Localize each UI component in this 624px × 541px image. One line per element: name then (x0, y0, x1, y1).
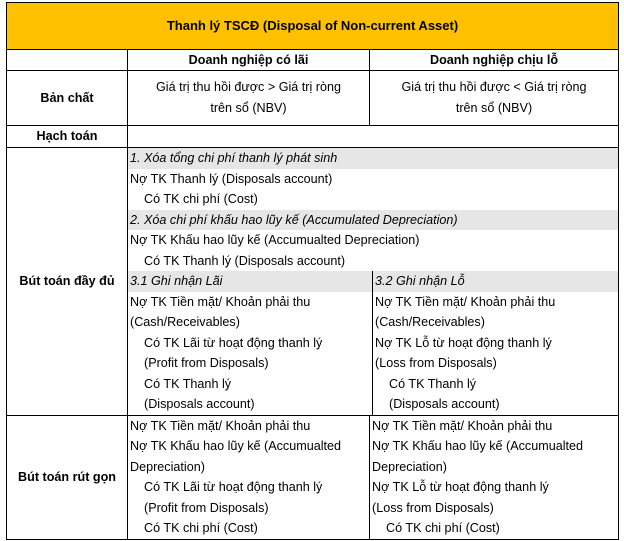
row-label-short-entries: Bút toán rút gọn (7, 415, 128, 539)
step1-line-1: Nợ TK Thanh lý (Disposals account) (130, 171, 333, 186)
nature-profit-cell (128, 71, 370, 126)
short-profit-line: Có TK chi phí (Cost) (144, 521, 258, 535)
gain-line: (Cash/Receivables) (130, 315, 240, 329)
nature-loss-cell (370, 71, 619, 126)
row-label-full-entries: Bút toán đầy đủ (7, 148, 128, 416)
gain-line: Nợ TK Tiền mặt/ Khoản phải thu (130, 294, 311, 309)
gain-column (128, 271, 373, 415)
short-profit-cell (128, 415, 370, 539)
row-label-accounting: Hạch toán (7, 126, 128, 148)
loss-line: Có TK Thanh lý (389, 376, 477, 391)
loss-line: Nợ TK Tiền mặt/ Khoản phải thu (375, 294, 556, 309)
short-loss-line: Depreciation) (372, 459, 447, 474)
column-header-loss: Doanh nghiệp chịu lỗ (370, 50, 619, 71)
short-loss-line: Nợ TK Tiền mặt/ Khoản phải thu (372, 418, 553, 433)
short-loss-line: Nợ TK Lỗ từ hoạt động thanh lý (372, 480, 549, 494)
loss-line: (Cash/Receivables) (375, 315, 485, 329)
table-title: Thanh lý TSCĐ (Disposal of Non-current Asset) (7, 3, 619, 50)
nature-loss-line-2: trên sổ (NBV) (455, 101, 533, 115)
accounting-empty-cell (128, 126, 619, 148)
short-loss-cell (370, 415, 619, 539)
loss-line: (Disposals account) (389, 397, 500, 411)
gain-line: (Disposals account) (144, 397, 255, 411)
step1-heading: 1. Xóa tổng chi phí thanh lý phát sinh (128, 148, 618, 169)
column-header-profit: Doanh nghiệp có lãi (128, 50, 370, 71)
row-label-nature: Bản chất (7, 71, 128, 126)
short-loss-line: Nợ TK Khấu hao lũy kế (Accumualted (372, 439, 584, 453)
loss-line: Nợ TK Lỗ từ hoạt động thanh lý (375, 335, 552, 350)
short-profit-line: Có TK Lãi từ hoạt động thanh lý (144, 480, 323, 494)
gain-line: (Profit from Disposals) (144, 356, 269, 370)
short-loss-line: Có TK chi phí (Cost) (386, 521, 500, 535)
nature-loss-line-1: Giá trị thu hồi được < Giá trị ròng (401, 80, 587, 94)
short-loss-line: (Loss from Disposals) (372, 500, 494, 515)
step3-split (128, 271, 618, 415)
gain-heading: 3.1 Ghi nhận Lãi (128, 271, 372, 292)
corner-cell (7, 50, 128, 71)
gain-line: Có TK Lãi từ hoạt động thanh lý (144, 335, 323, 350)
step2-heading: 2. Xóa chi phí khấu hao lũy kế (Accumulated Depreciation) (128, 210, 618, 231)
disposal-table (6, 2, 619, 540)
step2-line-1: Nợ TK Khấu hao lũy kế (Accumualted Depreciation) (130, 233, 420, 247)
nature-profit-line-1: Giá trị thu hồi được > Giá trị ròng (155, 80, 342, 94)
gain-line: Có TK Thanh lý (144, 376, 232, 391)
full-entries-cell (128, 148, 619, 416)
short-profit-line: Depreciation) (130, 459, 205, 474)
loss-heading: 3.2 Ghi nhận Lỗ (373, 271, 618, 292)
step1-line-2: Có TK chi phí (Cost) (144, 192, 258, 206)
step2-line-2: Có TK Thanh lý (Disposals account) (144, 253, 346, 268)
short-profit-line: (Profit from Disposals) (144, 500, 269, 515)
loss-column (373, 271, 618, 415)
short-profit-line: Nợ TK Khấu hao lũy kế (Accumualted (130, 439, 342, 453)
loss-line: (Loss from Disposals) (375, 356, 497, 370)
short-profit-line: Nợ TK Tiền mặt/ Khoản phải thu (130, 418, 311, 433)
nature-profit-line-2: trên sổ (NBV) (210, 101, 287, 115)
